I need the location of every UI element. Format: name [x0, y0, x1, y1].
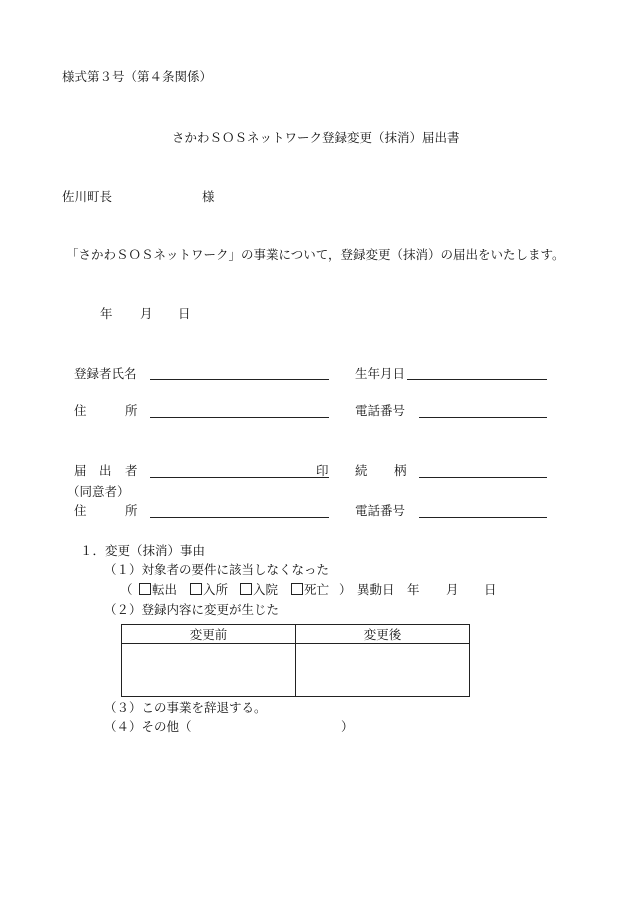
form-title: さかわＳＯＳネットワーク登録変更（抹消）届出書 — [172, 130, 460, 145]
registrant-name-field[interactable] — [150, 379, 329, 380]
move-date-day: 日 — [484, 582, 497, 597]
registrant-address-field[interactable] — [150, 417, 329, 418]
notifier-label-1: 届 — [74, 463, 87, 478]
relationship-label-2: 柄 — [394, 463, 407, 478]
options-paren-open: （ — [120, 582, 133, 597]
relationship-label-1: 続 — [355, 463, 368, 478]
change-table — [121, 624, 470, 697]
option-facility-label: 入所 — [203, 582, 229, 597]
notifier-phone-field[interactable] — [419, 517, 547, 518]
reason-item-2: （２）登録内容に変更が生じた — [104, 602, 280, 617]
reason-item-4: （４）その他（ — [104, 719, 192, 734]
checkbox-hospital[interactable] — [240, 583, 252, 595]
change-after-cell[interactable] — [296, 644, 470, 697]
reason-item-4-close: ） — [341, 719, 354, 734]
move-date-label: 異動日 — [357, 582, 395, 597]
notification-statement: 「さかわＳＯＳネットワーク」の事業について，登録変更（抹消）の届出をいたします。 — [66, 247, 565, 262]
reason-item-1: （１）対象者の要件に該当しなくなった — [104, 562, 330, 577]
reason-heading: １．変更（抹消）事由 — [80, 543, 206, 558]
move-date-month: 月 — [446, 582, 459, 597]
checkbox-facility[interactable] — [190, 583, 202, 595]
notifier-label-3: 者 — [125, 463, 138, 478]
notifier-label-2: 出 — [99, 463, 112, 478]
date-year: 年 — [100, 306, 113, 321]
honorific: 様 — [202, 189, 215, 204]
registrant-phone-field[interactable] — [419, 417, 547, 418]
date-day: 日 — [178, 306, 191, 321]
move-date-year: 年 — [407, 582, 420, 597]
consent-label: （同意者） — [67, 484, 130, 499]
options-paren-close: ） — [339, 582, 352, 597]
registrant-address-label-1: 住 — [74, 403, 87, 418]
change-after-header: 変更後 — [296, 625, 470, 644]
option-facility[interactable] — [190, 582, 228, 598]
form-number: 様式第３号（第４条関係） — [62, 69, 213, 84]
change-before-cell[interactable] — [122, 644, 296, 697]
option-hospital[interactable] — [240, 582, 278, 598]
option-death[interactable] — [291, 582, 329, 598]
relationship-field[interactable] — [419, 477, 547, 478]
birth-date-label: 生年月日 — [355, 366, 406, 381]
option-move-out-label: 転出 — [152, 582, 178, 597]
option-death-label: 死亡 — [304, 582, 330, 597]
notifier-address-label-1: 住 — [74, 503, 87, 518]
notifier-address-field[interactable] — [150, 517, 329, 518]
reason-item-3: （３）この事業を辞退する。 — [104, 700, 267, 715]
registrant-address-label-2: 所 — [125, 403, 138, 418]
seal-mark: 印 — [316, 463, 329, 478]
notifier-phone-label: 電話番号 — [355, 503, 406, 518]
birth-date-field[interactable] — [407, 379, 547, 380]
notifier-address-label-2: 所 — [125, 503, 138, 518]
option-move-out[interactable] — [139, 582, 177, 598]
date-month: 月 — [140, 306, 153, 321]
addressee: 佐川町長 — [62, 189, 113, 204]
change-before-header: 変更前 — [122, 625, 296, 644]
notifier-name-field[interactable] — [150, 477, 329, 478]
checkbox-move-out[interactable] — [139, 583, 151, 595]
checkbox-death[interactable] — [291, 583, 303, 595]
option-hospital-label: 入院 — [253, 582, 279, 597]
registrant-name-label: 登録者氏名 — [74, 366, 137, 381]
registrant-phone-label: 電話番号 — [355, 403, 406, 418]
